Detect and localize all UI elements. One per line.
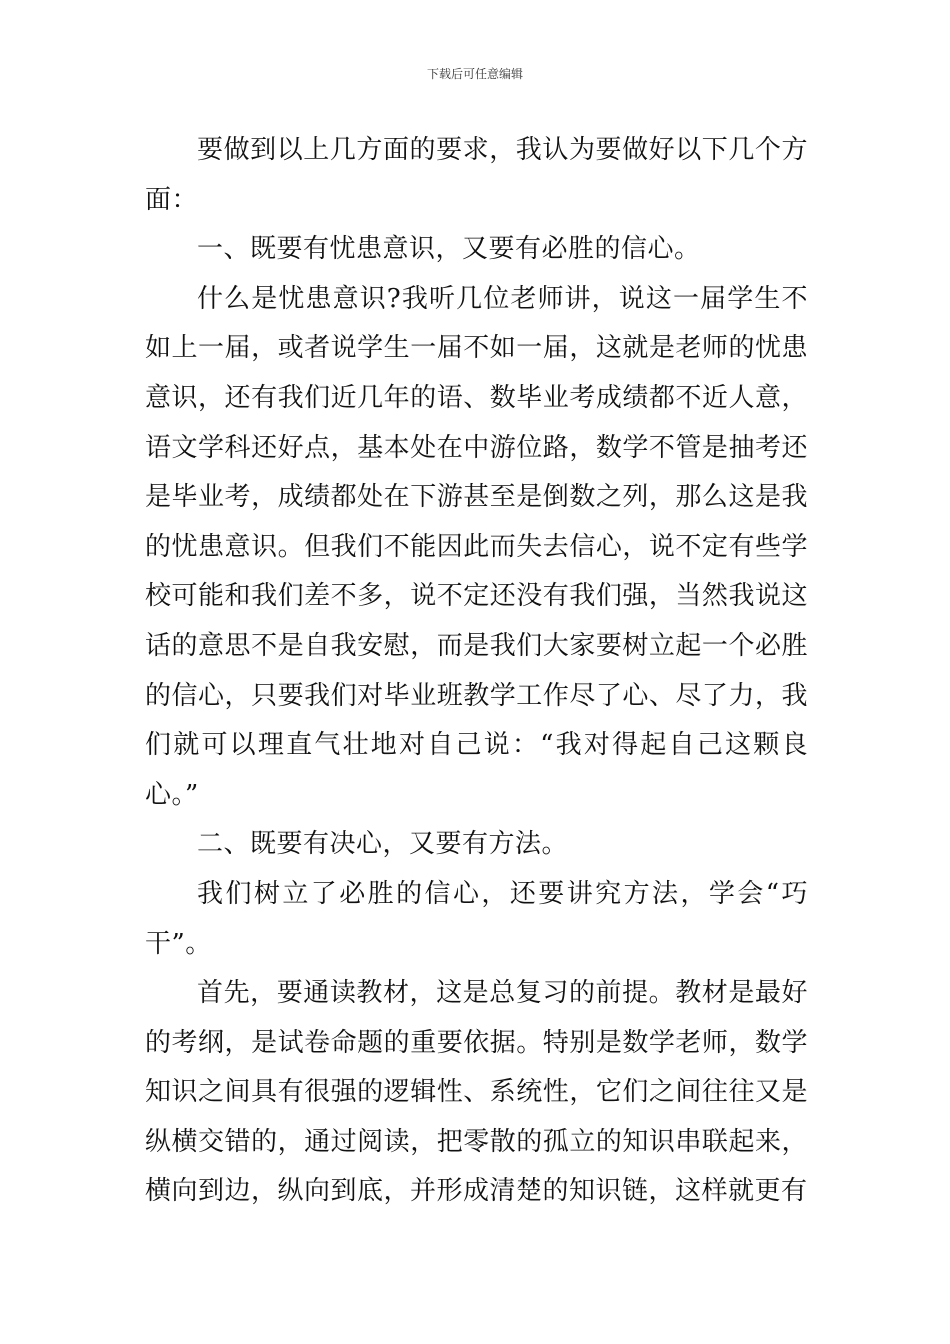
- document-body: [145, 126, 808, 1217]
- paragraph-textbook: 首先，要通读教材，这是总复习的前提。教材是最好的考纲，是试卷命题的重要依据。特别是数学老师，数学知识之间具有很强的逻辑性、系统性，它们之间往往又是纵横交错的，通过阅读，把零散的孤立的知识串联起来，横向到边，纵向到底，并形成清楚的知识链，这样就更有: [145, 978, 808, 1207]
- page-header: 下载后可任意编辑: [426, 67, 523, 81]
- paragraph-intro: 要做到以上几方面的要求，我认为要做好以下几个方面：: [145, 135, 808, 215]
- paragraph-method: 我们树立了必胜的信心，还要讲究方法，学会“巧干”。: [145, 878, 808, 959]
- paragraph-awareness: 什么是忧患意识?我听几位老师讲，说这一届学生不如上一届，或者说学生一届不如一届，这就是老师的忧患意识，还有我们近几年的语、数毕业考成绩都不近人意，语文学科还好点，基本处在中游位路，数学不管是抽考还是毕业考，成绩都处在下游甚至是倒数之列，那么这是我的忧患意识。但我们不能因此而失去信心，说不定有些学校可能和我们差不多，说不定还没有我们强，当然我说这话的意思不是自我安慰，而是我们大家要树立起一个必胜的信心，只要我们对毕业班教学工作尽了心、尽了力，我们就可以理直气壮地对自己说：“我对得起自己这颗良心。”: [145, 283, 808, 810]
- section-heading-1: 一、既要有忧患意识，又要有必胜的信心。: [197, 234, 701, 265]
- section-heading-2: 二、既要有决心，又要有方法。: [197, 829, 569, 860]
